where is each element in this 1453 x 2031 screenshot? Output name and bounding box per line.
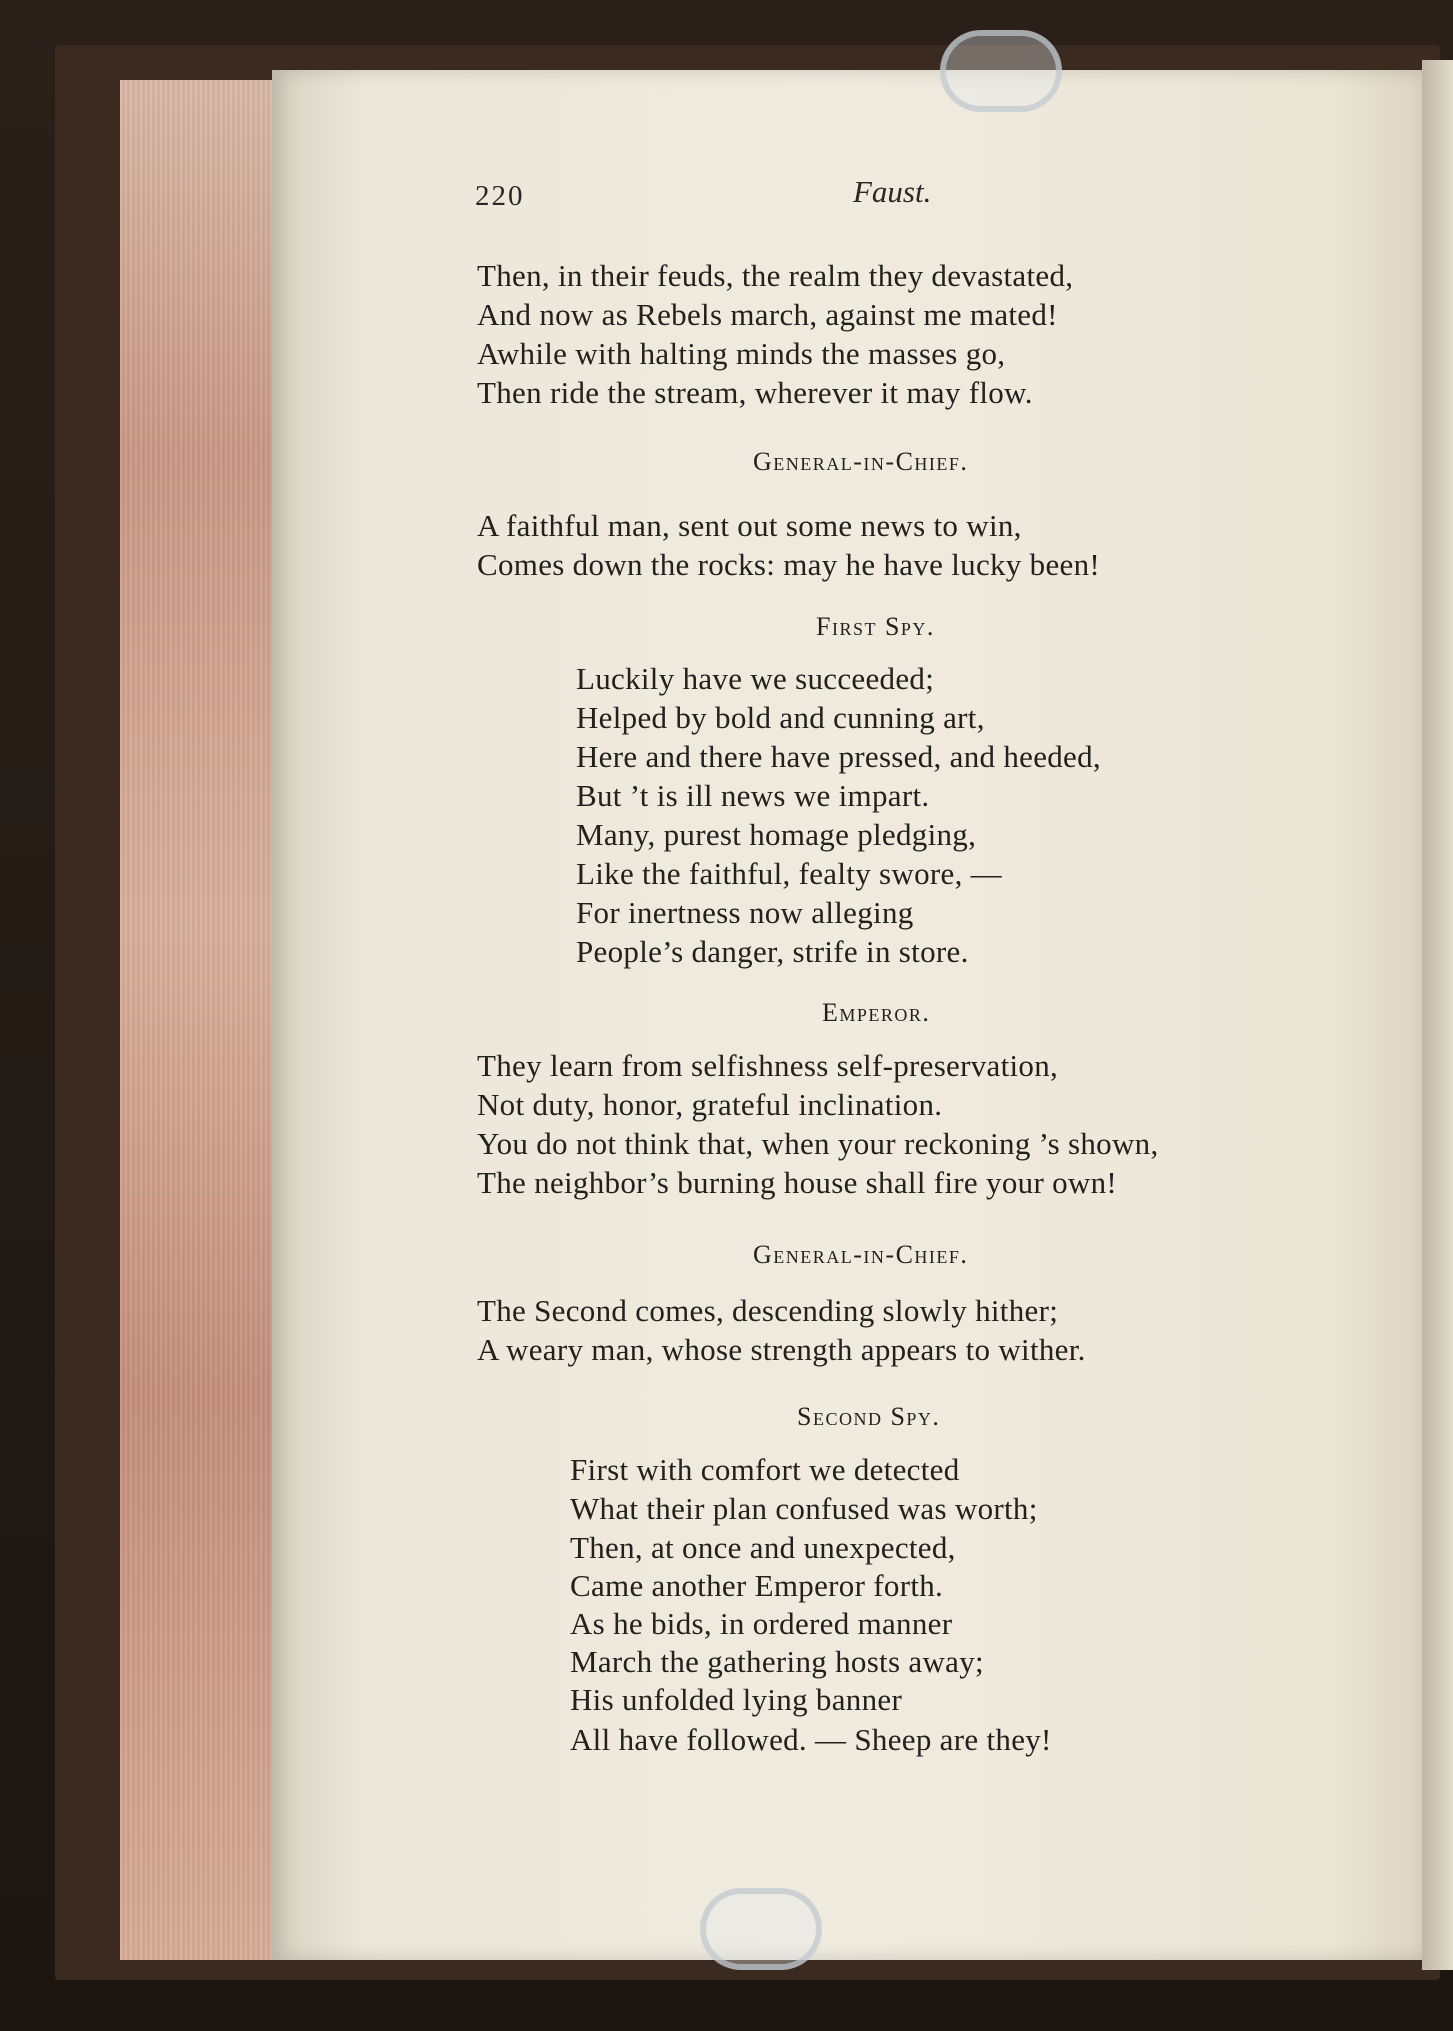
facing-page-edge <box>1422 60 1453 1970</box>
verse-line: All have followed. — Sheep are they! <box>570 1722 1052 1757</box>
verse-line: And now as Rebels march, against me mated! <box>477 297 1058 332</box>
verse-line: But ’t is ill news we impart. <box>576 778 930 813</box>
verse-line: You do not think that, when your reckoning ’s shown, <box>477 1126 1159 1161</box>
verse-line: Then, at once and unexpected, <box>570 1530 956 1565</box>
verse-line: Helped by bold and cunning art, <box>576 700 985 735</box>
verse-line: Awhile with halting minds the masses go, <box>477 336 1006 371</box>
running-title: Faust. <box>853 174 932 209</box>
page-clip-top <box>940 30 1062 112</box>
verse-line: Here and there have pressed, and heeded, <box>576 739 1101 774</box>
verse-line: First with comfort we detected <box>570 1452 960 1487</box>
verse-line: The neighbor’s burning house shall fire your own! <box>477 1165 1118 1200</box>
page-edges <box>120 80 288 1960</box>
speaker-heading: General-in-Chief. <box>753 1240 969 1269</box>
verse-line: Comes down the rocks: may he have lucky been! <box>477 547 1100 582</box>
verse-line: Then, in their feuds, the realm they devastated, <box>477 258 1074 293</box>
speaker-heading: Second Spy. <box>797 1402 941 1431</box>
verse-line: His unfolded lying banner <box>570 1682 903 1717</box>
verse-line: As he bids, in ordered manner <box>570 1606 953 1641</box>
verse-line: The Second comes, descending slowly hither; <box>477 1293 1059 1328</box>
verse-line: A faithful man, sent out some news to win, <box>477 508 1022 543</box>
verse-line: Came another Emperor forth. <box>570 1568 944 1603</box>
running-header <box>475 174 1275 230</box>
verse-line: People’s danger, strife in store. <box>576 934 969 969</box>
verse-line: March the gathering hosts away; <box>570 1644 984 1679</box>
verse-line: For inertness now alleging <box>576 895 914 930</box>
verse-line: A weary man, whose strength appears to wither. <box>477 1332 1086 1367</box>
verse-line: Then ride the stream, wherever it may flow. <box>477 375 1033 410</box>
speaker-heading: General-in-Chief. <box>753 447 969 476</box>
verse-line: Many, purest homage pledging, <box>576 817 977 852</box>
verse-line: Luckily have we succeeded; <box>576 661 935 696</box>
verse-line: What their plan confused was worth; <box>570 1491 1038 1526</box>
verse-line: They learn from selfishness self-preservation, <box>477 1048 1059 1083</box>
verse-line: Not duty, honor, grateful inclination. <box>477 1087 943 1122</box>
page-number: 220 <box>475 180 525 212</box>
page-clip-bottom <box>700 1888 822 1970</box>
speaker-heading: First Spy. <box>816 612 935 641</box>
verse-line: Like the faithful, fealty swore, — <box>576 856 1002 891</box>
speaker-heading: Emperor. <box>822 998 931 1027</box>
